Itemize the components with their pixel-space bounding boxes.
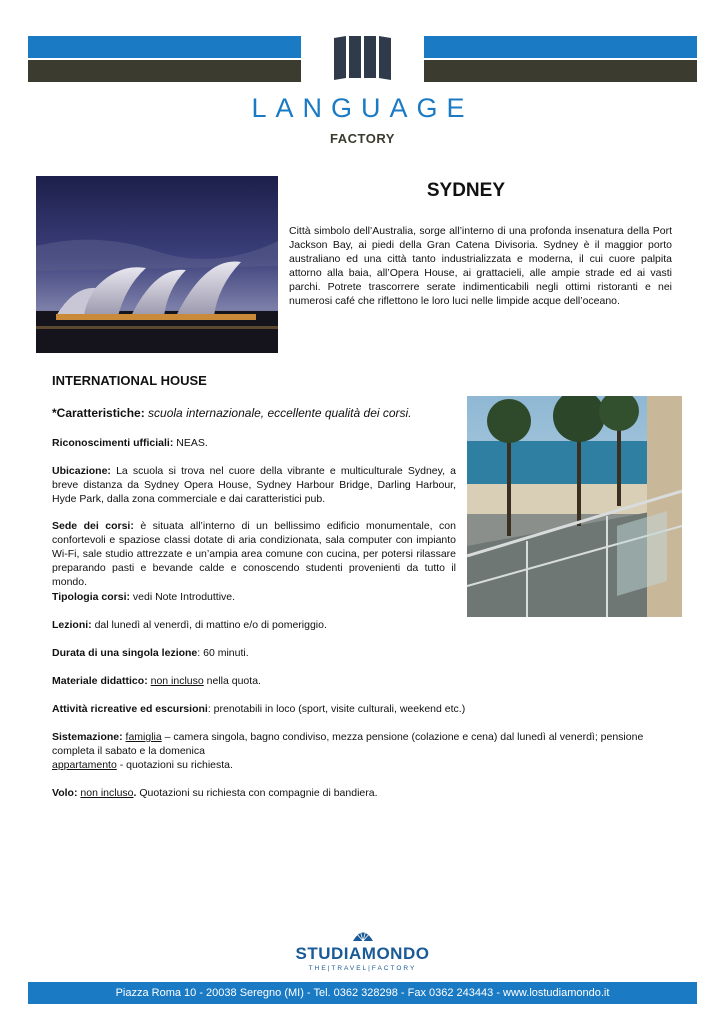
- accommodation-label: Sistemazione:: [52, 731, 123, 743]
- location-label: Ubicazione:: [52, 465, 111, 477]
- header-band-blue-right: [424, 36, 697, 58]
- accommodation-family: famiglia: [125, 731, 162, 743]
- features-value: scuola internazionale, eccellente qualità dei corsi.: [148, 406, 412, 420]
- duration-label: Durata di una singola lezione: [52, 647, 198, 659]
- duration-line: [52, 646, 552, 660]
- venue-paragraph: [52, 519, 456, 589]
- footer-logo-tagline: THE|TRAVEL|FACTORY: [308, 965, 417, 972]
- material-line: [52, 674, 552, 688]
- school-title: INTERNATIONAL HOUSE: [52, 373, 207, 388]
- course-type-value: vedi Note Introduttive.: [132, 591, 236, 603]
- duration-value: : 60 minuti.: [197, 647, 249, 659]
- location-value: La scuola si trova nel cuore della vibrante e multiculturale Sydney, a breve distanza da Sydney Opera House, Sydney Harbour Bridge, Darling Harbour, Hyde Park, dalla zona commerciale e dai caratteristici pub.: [52, 465, 457, 505]
- manly-beach-photo: [467, 396, 682, 617]
- location-paragraph: [52, 464, 456, 506]
- footer-address: Piazza Roma 10 - 20038 Seregno (MI) - Tel. 0362 328298 - Fax 0362 243443 - www.lostudiamondo.it: [115, 987, 610, 999]
- header-band-dark-left: [28, 60, 301, 82]
- header-band-dark-right: [424, 60, 697, 82]
- sydney-opera-house-photo: [36, 176, 278, 353]
- venue-label: Sede dei corsi:: [52, 520, 134, 532]
- header-band-blue-left: [28, 36, 301, 58]
- activities-line: [52, 702, 652, 716]
- recognition-label: Riconoscimenti ufficiali:: [52, 437, 174, 449]
- city-intro: Città simbolo dell’Australia, sorge all’interno di una profonda insenatura della Port Jackson Bay, ai piedi della Gran Catena Divisoria. Sydney è il maggior porto australiano ed una città tanto industrializzata e moderna, il cui cuore palpita attorno alla baia, all’Opera House, ai grattacieli, alle ampie strade ed ai vasti parchi. Potrete trascorrere serate indimenticabili negli ottimi ristoranti e nei numerosi café che riflettono le loro luci nelle limpide acque dell’oceano.: [289, 225, 672, 307]
- lessons-value: dal lunedì al venerdì, di mattino e/o di pomeriggio.: [94, 619, 327, 631]
- material-rest: nella quota.: [206, 675, 261, 687]
- activities-value: : prenotabili in loco (sport, visite culturali, weekend etc.): [207, 703, 466, 715]
- studiamondo-logo: [0, 944, 725, 972]
- features-line: [52, 406, 452, 421]
- accommodation-family-rest: – camera singola, bagno condiviso, mezza pensione (colazione e cena) dal lunedì al venerdì; pensione completa il sabato e la domenica: [52, 731, 644, 757]
- course-type-line: [52, 590, 456, 604]
- language-factory-logo-icon: [332, 34, 394, 84]
- flight-label: Volo:: [52, 787, 78, 799]
- brand-title: LANGUAGE: [251, 93, 474, 123]
- shell-icon: [352, 928, 374, 942]
- accommodation-apartment-rest: - quotazioni su richiesta.: [119, 759, 233, 771]
- recognition-line: [52, 436, 452, 450]
- footer-address-bar: [28, 982, 697, 1004]
- features-label: *Caratteristiche:: [52, 406, 145, 420]
- accommodation-paragraph: [52, 730, 674, 772]
- course-type-label: Tipologia corsi:: [52, 591, 130, 603]
- flight-line: Volo: non incluso. Quotazioni su richiesta con compagnie di bandiera.: [52, 787, 378, 799]
- flight-rest: Quotazioni su richiesta con compagnie di bandiera.: [139, 787, 378, 799]
- brand-subtitle: FACTORY: [330, 131, 395, 146]
- accommodation-apartment: appartamento: [52, 759, 117, 771]
- material-not-included: non incluso: [150, 675, 204, 687]
- footer-logo-name: STUDIAMONDO: [295, 944, 430, 963]
- recognition-value: NEAS.: [176, 437, 208, 449]
- flight-not-included: non incluso: [80, 787, 134, 799]
- city-title: SYDNEY: [426, 180, 505, 201]
- lessons-line: [52, 618, 456, 632]
- activities-label: Attività ricreative ed escursioni: [52, 703, 208, 715]
- venue-value: è situata all’interno di un bellissimo edificio monumentale, con confortevoli e spaziose classi dotate di aria condizionata, sala computer con impianto Wi-Fi, sale studio attrezzate e un’ampia area comune con cucina, per potersi rilassare preparando pasti e bevande calde e conoscendo studenti provenienti da tutto il mondo.: [52, 520, 456, 588]
- material-label: Materiale didattico:: [52, 675, 148, 687]
- lessons-label: Lezioni:: [52, 619, 92, 631]
